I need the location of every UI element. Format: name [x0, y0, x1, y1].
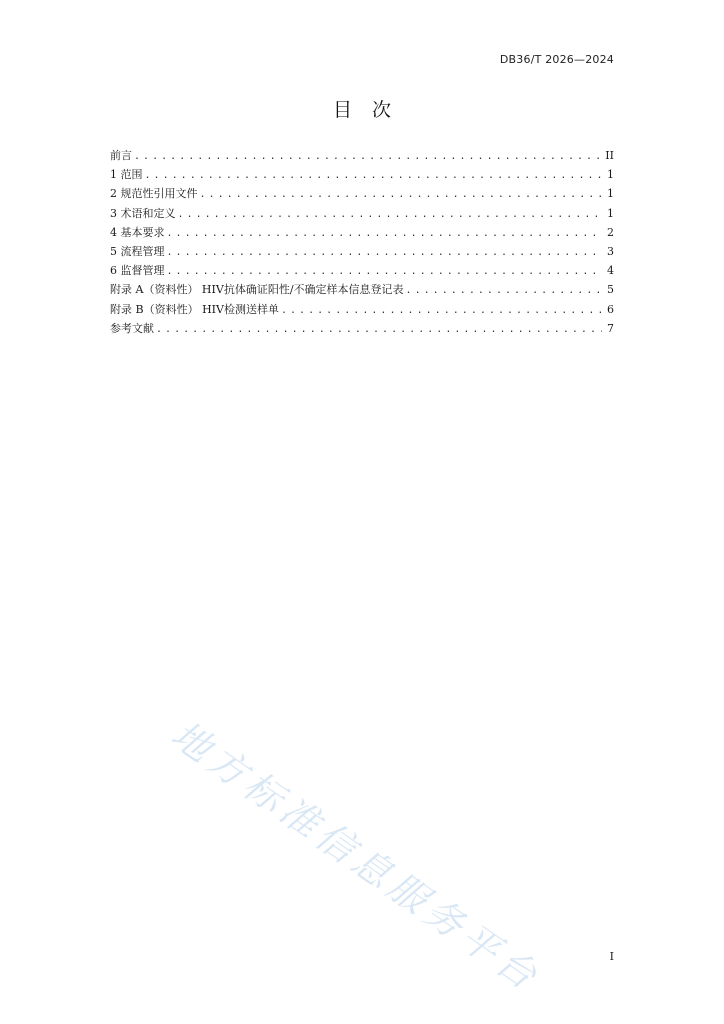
toc-entry-label: 4 基本要求 [110, 225, 165, 239]
leader-dots [167, 262, 603, 280]
toc-entry-label: 附录 A（资料性） HIV抗体确证阳性/不确定样本信息登记表 [110, 283, 404, 297]
leader-dots [178, 205, 603, 223]
toc-entry-foreword[interactable] [110, 146, 614, 165]
leader-dots [156, 320, 602, 338]
toc-entry-label: 1 范围 [110, 168, 143, 182]
toc-entry-label: 6 监督管理 [110, 264, 165, 278]
toc-entry-terms-definitions[interactable] [110, 204, 614, 223]
leader-dots [167, 224, 603, 242]
toc-entry-scope[interactable] [110, 165, 614, 184]
page-number: I [609, 950, 614, 963]
toc-entry-supervision[interactable] [110, 261, 614, 280]
table-of-contents [110, 146, 614, 338]
leader-dots [281, 301, 602, 319]
toc-title [0, 95, 724, 122]
leader-dots [167, 243, 603, 261]
toc-entry-label: 5 流程管理 [110, 244, 165, 258]
toc-entry-page: 1 [607, 206, 614, 220]
toc-entry-references[interactable] [110, 319, 614, 338]
toc-entry-page: 6 [607, 302, 614, 316]
standard-code: DB36/T 2026—2024 [499, 53, 614, 66]
toc-entry-process-management[interactable] [110, 242, 614, 261]
toc-entry-page: II [605, 149, 614, 162]
watermark: 地方标准信息服务平台 [163, 712, 550, 1001]
toc-entry-basic-requirements[interactable] [110, 223, 614, 242]
toc-entry-label: 附录 B（资料性） HIV检测送样单 [110, 302, 279, 316]
toc-entry-label: 3 术语和定义 [110, 206, 176, 220]
leader-dots [145, 166, 603, 184]
toc-entry-appendix-a[interactable] [110, 280, 614, 299]
toc-title-part1: 目 [332, 99, 352, 121]
toc-entry-page: 3 [607, 244, 614, 258]
leader-dots [200, 185, 603, 203]
toc-title-part2: 次 [372, 99, 392, 121]
leader-dots [406, 281, 602, 299]
toc-entry-label: 参考文献 [110, 321, 154, 335]
toc-entry-page: 1 [607, 187, 614, 201]
toc-entry-normative-references[interactable] [110, 184, 614, 203]
leader-dots [134, 147, 601, 165]
toc-entry-appendix-b[interactable] [110, 300, 614, 319]
toc-entry-page: 1 [607, 168, 614, 182]
toc-entry-page: 2 [607, 225, 614, 239]
toc-entry-label: 前言 [110, 149, 132, 162]
toc-entry-page: 4 [607, 264, 614, 278]
toc-entry-label: 2 规范性引用文件 [110, 187, 198, 201]
toc-entry-page: 7 [607, 321, 614, 335]
toc-entry-page: 5 [607, 283, 614, 297]
